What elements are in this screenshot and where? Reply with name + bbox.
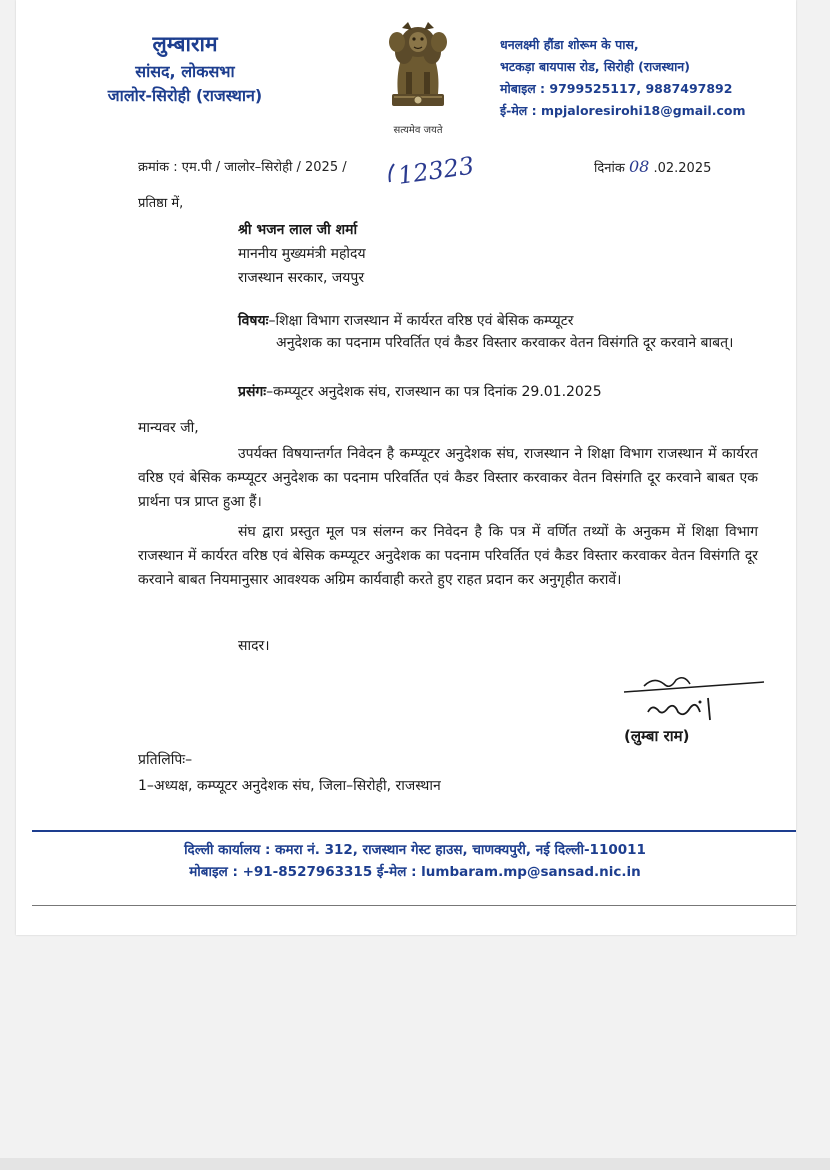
addressee-intro: प्रतिष्ठा में, xyxy=(138,196,184,211)
handwritten-signature-icon xyxy=(604,668,774,728)
sender-name: लुम्बाराम xyxy=(152,32,218,56)
reference-number: क्रमांक : एम.पी / जालोर–सिरोही / 2025 / xyxy=(138,160,347,175)
footer-bottom-rule xyxy=(32,905,796,906)
lion-capital-icon xyxy=(368,12,468,122)
sender-block xyxy=(70,30,300,108)
copy-title: प्रतिलिपिः– xyxy=(138,752,193,768)
national-emblem xyxy=(368,12,468,136)
footer-divider xyxy=(32,830,796,832)
recipient-designation: माननीय मुख्यमंत्री महोदय xyxy=(238,246,366,262)
recipient-office: राजस्थान सरकार, जयपुर xyxy=(238,270,365,286)
date-label: दिनांक xyxy=(594,161,625,176)
context-text: –कम्प्यूटर अनुदेशक संघ, राजस्थान का पत्र दिनांक 29.01.2025 xyxy=(266,384,602,400)
emblem-motto: सत्यमेव जयते xyxy=(393,125,443,136)
address-block xyxy=(500,34,790,122)
subject-text-first: –शिक्षा विभाग राजस्थान में कार्यरत वरिष्ठ एवं बेसिक कम्प्यूटर xyxy=(268,313,574,329)
recipient-name: श्री भजन लाल जी शर्मा xyxy=(238,222,358,238)
signer-name: (लुम्बा राम) xyxy=(624,727,690,745)
closing: सादर। xyxy=(238,638,270,654)
body-paragraph-2: संघ द्वारा प्रस्तुत मूल पत्र संलग्न कर निवेदन है कि पत्र में वर्णित तथ्यों के अनुकम में शिक्षा विभाग राजस्थान में कार्यरत वरिष्ठ एवं बेसिक कम्प्यूटर अनुदेशक का पदनाम परिवर्तित एवं कैडर विस्तार करवाकर वेतन विसंगति दूर करवाने बाबत नियमानुसार आवश्यक अग्रिम कार्यवाही करते हुए राहत प्रदान कर अनुगृहीत करावें। xyxy=(138,524,758,588)
sender-constituency: जालोर-सिरोही (राजस्थान) xyxy=(107,86,263,105)
body-paragraph-1: उपर्यक्त विषयान्तर्गत निवेदन है कम्प्यूटर अनुदेशक संघ, राजस्थान ने शिक्षा विभाग राजस्थान में कार्यरत वरिष्ठ एवं बेसिक कम्प्यूटर अनुदेशक का पदनाम परिवर्तित एवं कैडर विस्तार करवाकर वेतन विसंगति दूर करवाने बाबत एक प्रार्थना पत्र प्राप्त हुआ हैं। xyxy=(138,446,758,510)
greeting: मान्यवर जी, xyxy=(138,420,199,436)
letterhead-email: ई-मेल : mpjaloresirohi18@gmail.com xyxy=(500,103,746,118)
subject-text-rest: अनुदेशक का पदनाम परिवर्तित एवं कैडर विस्तार करवाकर वेतन विसंगति दूर करवाने बाबत्। xyxy=(276,335,734,351)
address-line-2: भटकड़ा बायपास रोड, सिरोही (राजस्थान) xyxy=(500,59,690,74)
letterhead-mobile: मोबाइल : 9799525117, 9887497892 xyxy=(500,81,733,96)
letter-page xyxy=(16,0,796,935)
subject-block xyxy=(238,310,758,354)
date-day: 08 xyxy=(628,157,650,176)
date-line xyxy=(594,157,711,176)
sender-role: सांसद, लोकसभा xyxy=(135,62,235,81)
subject-label: विषयः xyxy=(238,313,269,329)
handwritten-number-icon xyxy=(386,142,486,190)
date-rest: .02.2025 xyxy=(653,161,712,176)
footer-office: दिल्ली कार्यालय : कमरा नं. 312, राजस्थान गेस्ट हाउस, चाणक्यपुरी, नई दिल्ली-110011 xyxy=(184,842,646,858)
recipient-block xyxy=(238,218,366,290)
footer-contact: मोबाइल : +91-8527963315 ई-मेल : lumbaram.mp@sansad.nic.in xyxy=(189,864,641,880)
handwritten-reference xyxy=(386,142,486,190)
context-label: प्रसंगः xyxy=(238,384,267,400)
context-line xyxy=(238,382,602,401)
copy-item: 1–अध्यक्ष, कम्प्यूटर अनुदेशक संघ, जिला–सिरोही, राजस्थान xyxy=(138,778,441,794)
address-line-1: धनलक्ष्मी हौंडा शोरूम के पास, xyxy=(500,37,639,52)
handwritten-number: 12323 xyxy=(396,151,476,190)
bottom-strip xyxy=(0,1158,830,1170)
